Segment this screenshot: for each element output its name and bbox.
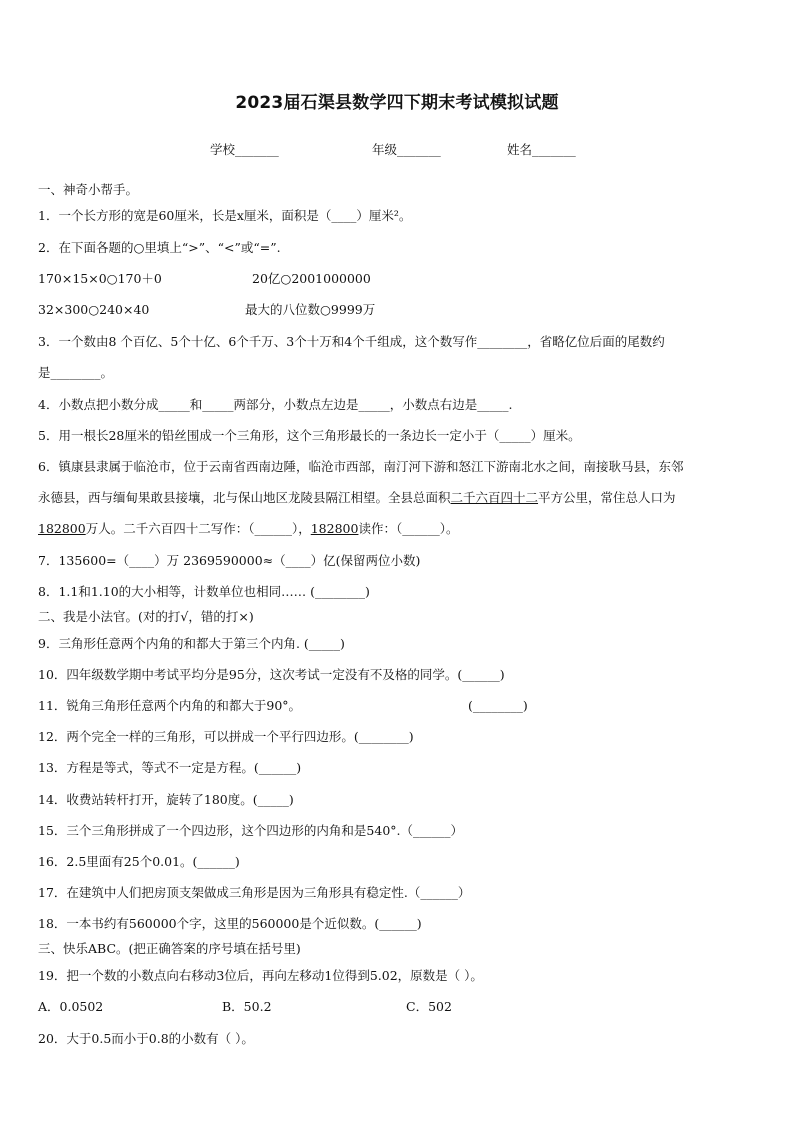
question-19-option-c: C．502 — [406, 999, 452, 1014]
question-14: 14．收费站转杆打开，旋转了180度。(_____) — [38, 792, 294, 807]
question-11-blank: (________) — [468, 698, 528, 713]
question-17: 17．在建筑中人们把房顶支架做成三角形是因为三角形具有稳定性.（______） — [38, 885, 471, 900]
question-6-text: 万人。二千六百四十二写作：（______）， — [85, 521, 311, 536]
question-5: 5．用一根长28厘米的铅丝围成一个三角形，这个三角形最长的一条边长一定小于（_____）厘米。 — [38, 428, 581, 443]
question-18: 18．一本书约有560000个字，这里的560000是个近似数。(______) — [38, 916, 422, 931]
question-19-option-a: A．0.0502 — [38, 999, 104, 1014]
question-1: 1．一个长方形的宽是60厘米，长是x厘米，面积是（____）厘米²。 — [38, 208, 412, 223]
question-4: 4．小数点把小数分成_____和_____两部分，小数点左边是_____，小数点右边是_____. — [38, 397, 513, 412]
question-2-item-b2: 最大的八位数○9999万 — [245, 302, 376, 317]
question-10: 10．四年级数学期中考试平均分是95分，这次考试一定没有不及格的同学。(______) — [38, 667, 505, 682]
question-3-line-2: 是________。 — [38, 365, 114, 380]
question-20: 20．大于0.5而小于0.8的小数有（ ）。 — [38, 1031, 254, 1046]
question-2-item-a2: 20亿○2001000000 — [252, 271, 371, 286]
question-15: 15．三个三角形拼成了一个四边形，这个四边形的内角和是540°.（______） — [38, 823, 463, 838]
question-6-underlined-number: 二千六百四十二 — [450, 490, 539, 505]
section-heading-2: 二、我是小法官。(对的打√，错的打×) — [38, 609, 254, 624]
question-8: 8．1.1和1.10的大小相等，计数单位也相同…… (________) — [38, 584, 370, 599]
question-6-line-3 — [38, 521, 458, 537]
question-6-text: 永德县，西与缅甸果敢县接壤，北与保山地区龙陵县隔江相望。全县总面积 — [38, 490, 451, 505]
question-2-item-a1: 170×15×0○170＋0 — [38, 271, 162, 286]
question-6-text: 平方公里，常住总人口为 — [538, 490, 676, 505]
question-2-item-b1: 32×300○240×40 — [38, 302, 150, 317]
grade-field: 年级_______ — [372, 142, 441, 157]
name-field: 姓名_______ — [507, 142, 576, 157]
section-heading-1: 一、神奇小帮手。 — [38, 182, 139, 197]
question-19-option-b: B．50.2 — [222, 999, 272, 1014]
question-6-line-1: 6．镇康县隶属于临沧市，位于云南省西南边陲，临沧市西部，南汀河下游和怒江下游南北水之间，南接耿马县，东邻 — [38, 459, 684, 474]
question-9: 9．三角形任意两个内角的和都大于第三个内角. (_____) — [38, 636, 345, 651]
question-13: 13．方程是等式，等式不一定是方程。(______) — [38, 760, 302, 775]
question-6-underlined-number: 182800 — [310, 521, 359, 536]
question-12: 12．两个完全一样的三角形，可以拼成一个平行四边形。(________) — [38, 729, 414, 744]
question-2: 2．在下面各题的○里填上“>”、“<”或“=”. — [38, 240, 281, 255]
school-field: 学校_______ — [210, 142, 279, 157]
question-3-line-1: 3．一个数由8 个百亿、5个十亿、6个千万、3个十万和4个千组成，这个数写作________，省略亿位后面的尾数约 — [38, 334, 665, 349]
question-6-underlined-number: 182800 — [38, 521, 86, 536]
question-7: 7．135600=（____）万 2369590000≈（____）亿(保留两位小数) — [38, 553, 421, 568]
question-6-line-2 — [38, 490, 676, 506]
section-heading-3: 三、快乐ABC。(把正确答案的序号填在括号里) — [38, 941, 301, 956]
question-6-text: 读作：（______）。 — [358, 521, 459, 536]
question-19: 19．把一个数的小数点向右移动3位后，再向左移动1位得到5.02，原数是（ ）。 — [38, 968, 483, 983]
question-16: 16．2.5里面有25个0.01。(______) — [38, 854, 240, 869]
page-title: 2023届石渠县数学四下期末考试模拟试题 — [235, 93, 559, 113]
question-11: 11．锐角三角形任意两个内角的和都大于90°。 — [38, 698, 302, 713]
